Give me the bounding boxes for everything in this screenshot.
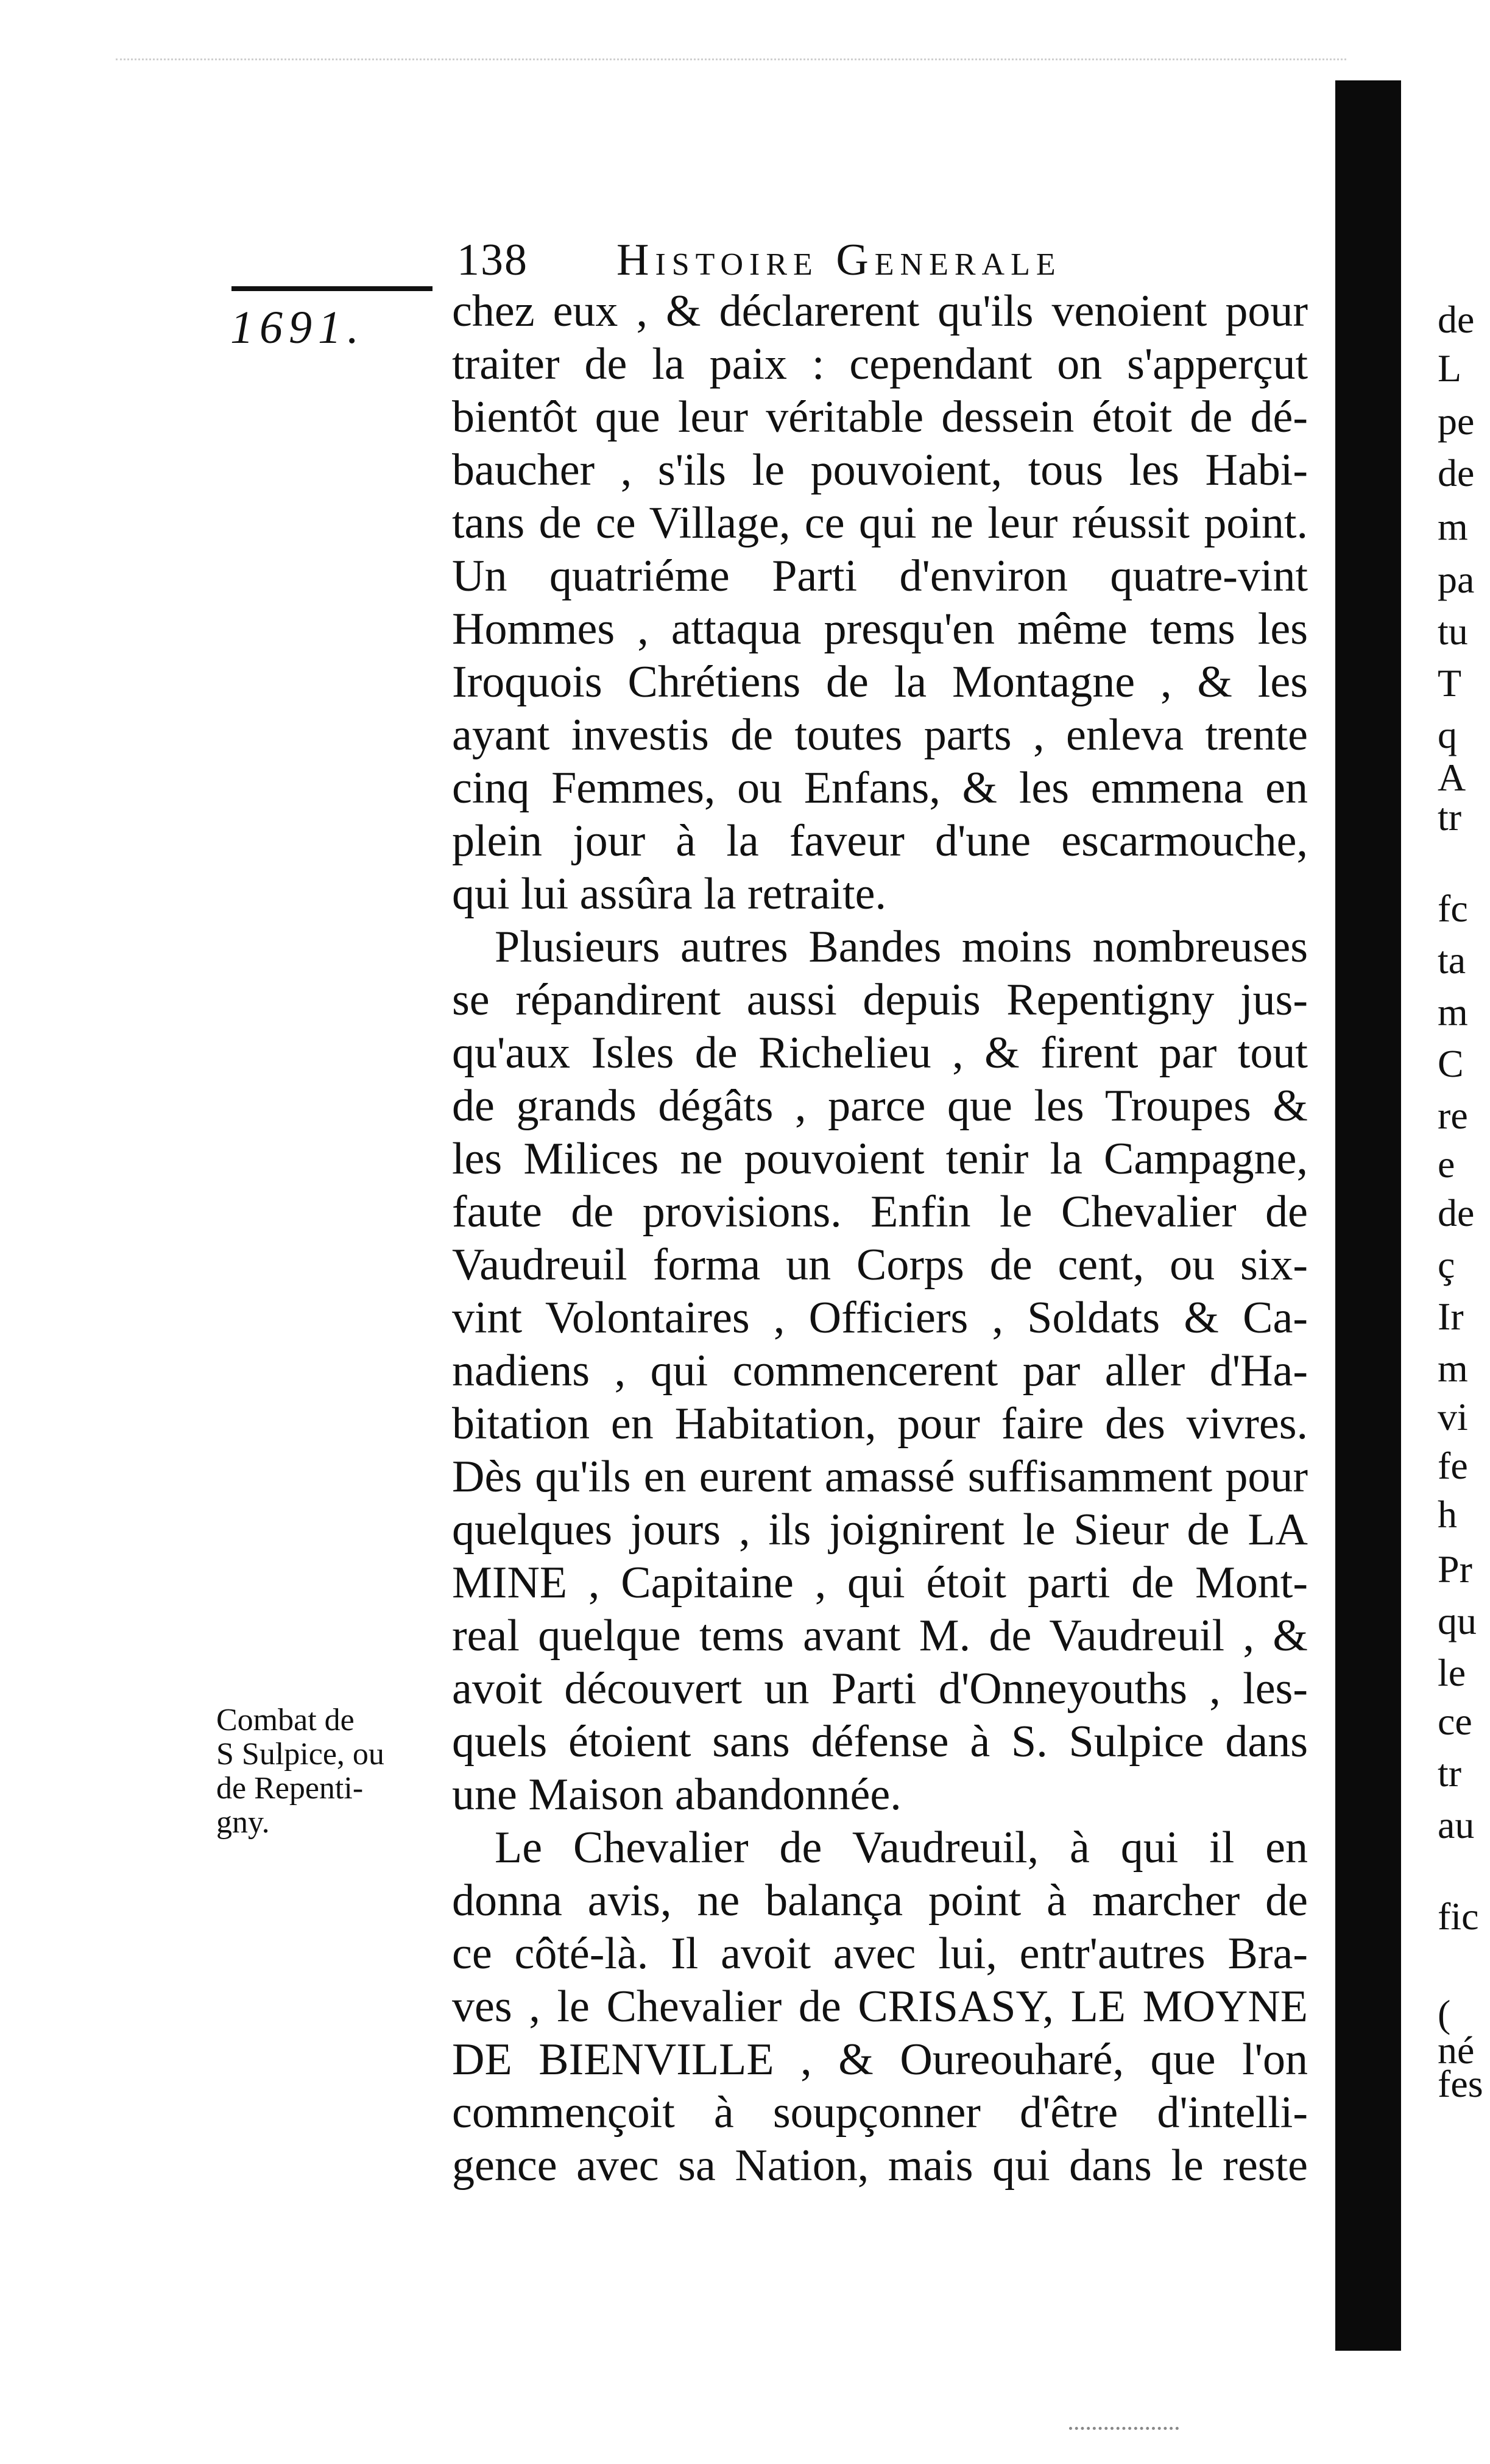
text-line: DE BIENVILLE , & Oureouharé, que l'on	[452, 2035, 1308, 2085]
text-line: de grands dégâts , parce que les Troupes &	[452, 1081, 1308, 1131]
page-bottom-specks	[1069, 2427, 1179, 2436]
text-line: real quelque tems avant M. de Vaudreuil , &	[452, 1611, 1308, 1661]
text-line: ves , le Chevalier de CRISASY, LE MOYNE	[452, 1982, 1308, 2032]
text-line: cinq Femmes, ou Enfans, & les emmena en	[452, 763, 1308, 813]
next-page-fragment: ç	[1438, 1243, 1455, 1286]
next-page-fragment: L	[1438, 347, 1462, 390]
next-page-fragment: h	[1438, 1493, 1457, 1536]
next-page-fragment: pe	[1438, 400, 1475, 443]
text-line: donna avis, ne balança point à marcher de	[452, 1876, 1308, 1926]
text-line: Dès qu'ils en eurent amassé suffisamment pour	[452, 1452, 1308, 1502]
margin-note-line: Combat de	[216, 1703, 355, 1737]
next-page-fragment: ta	[1438, 938, 1466, 982]
margin-note-line: gny.	[216, 1805, 270, 1840]
next-page-fragment: de	[1438, 451, 1475, 495]
page-edge-specks	[116, 58, 1346, 79]
text-line: nadiens , qui commencerent par aller d'Ha-	[452, 1346, 1308, 1396]
next-page-fragment: au	[1438, 1803, 1475, 1846]
next-page-fragment: A	[1438, 756, 1466, 799]
text-line: commençoit à soupçonner d'être d'intelli-	[452, 2088, 1308, 2138]
next-page-fragment: fc	[1438, 887, 1468, 930]
next-page-fragment: de	[1438, 298, 1475, 341]
next-page-fragment: T	[1438, 661, 1462, 705]
text-line: bitation en Habitation, pour faire des vivres.	[452, 1399, 1308, 1449]
page-number: 138	[457, 235, 528, 285]
next-page-fragment: re	[1438, 1094, 1468, 1137]
next-page-fragment: Ir	[1438, 1295, 1464, 1338]
next-page-fragment: q	[1438, 713, 1457, 756]
next-page-fragment: m	[1438, 505, 1468, 548]
next-page-fragment: m	[1438, 1346, 1468, 1390]
next-page-fragment: fes	[1438, 2062, 1483, 2105]
next-page-fragment: le	[1438, 1651, 1466, 1694]
text-line: se répandirent aussi depuis Repentigny jus-	[452, 975, 1308, 1025]
text-line: quelques jours , ils joignirent le Sieur de LA	[452, 1505, 1308, 1555]
next-page-fragment: tr	[1438, 795, 1462, 839]
next-page-fragment: vi	[1438, 1395, 1468, 1438]
text-line: avoit découvert un Parti d'Onneyouths , les-	[452, 1664, 1308, 1714]
text-line: Plusieurs autres Bandes moins nombreuses	[495, 922, 1308, 972]
text-line: tans de ce Village, ce qui ne leur réussit point.	[452, 498, 1308, 548]
margin-note	[216, 1703, 442, 1840]
text-line: Vaudreuil forma un Corps de cent, ou six-	[452, 1240, 1308, 1290]
next-page-fragment: pa	[1438, 558, 1475, 601]
text-line: bientôt que leur véritable dessein étoit de dé-	[452, 392, 1308, 442]
margin-year: 1691.	[230, 302, 365, 353]
text-line: MINE , Capitaine , qui étoit parti de Mont-	[452, 1558, 1308, 1608]
text-line: baucher , s'ils le pouvoient, tous les Habi-	[452, 445, 1308, 495]
text-line: une Maison abandonnée.	[452, 1770, 902, 1820]
text-line: qui lui assûra la retraite.	[452, 869, 887, 919]
text-line: Un quatriéme Parti d'environ quatre-vint	[452, 551, 1308, 601]
text-line: quels étoient sans défense à S. Sulpice dans	[452, 1717, 1308, 1767]
page-header	[457, 234, 1304, 289]
next-page-fragment: Pr	[1438, 1547, 1472, 1591]
body-text	[452, 285, 1308, 2192]
next-page-fragment: fic	[1438, 1895, 1479, 1938]
text-line: qu'aux Isles de Richelieu , & firent par tout	[452, 1028, 1308, 1078]
text-line: chez eux , & déclarerent qu'ils venoient pour	[452, 286, 1308, 336]
next-page-fragment: tr	[1438, 1751, 1462, 1795]
next-page-fragment: tu	[1438, 610, 1468, 653]
next-page-fragment: (	[1438, 1992, 1451, 2035]
text-line: ayant investis de toutes parts , enleva trente	[452, 710, 1308, 760]
text-line: plein jour à la faveur d'une escarmouche,	[452, 816, 1308, 866]
book-binding-gutter	[1335, 80, 1401, 2351]
next-page-fragment: ce	[1438, 1700, 1472, 1743]
next-page-fragment: m	[1438, 990, 1468, 1033]
next-page-fragment: e	[1438, 1142, 1455, 1186]
text-line: vint Volontaires , Officiers , Soldats & Ca-	[452, 1293, 1308, 1343]
margin-note-line: S Sulpice, ou	[216, 1737, 384, 1772]
text-line: Hommes , attaqua presqu'en même tems les	[452, 604, 1308, 654]
next-page-fragment: qu	[1438, 1599, 1477, 1642]
next-page-fragment: de	[1438, 1191, 1475, 1234]
next-page-fragment: né	[1438, 2029, 1475, 2072]
text-line: Le Chevalier de Vaudreuil, à qui il en	[495, 1823, 1308, 1873]
text-line: faute de provisions. Enfin le Chevalier de	[452, 1187, 1308, 1237]
text-line: ce côté-là. Il avoit avec lui, entr'autres Bra-	[452, 1929, 1308, 1979]
next-page-fragment: fe	[1438, 1444, 1468, 1487]
text-line: les Milices ne pouvoient tenir la Campagne,	[452, 1134, 1308, 1184]
text-line: traiter de la paix : cependant on s'apperçut	[452, 339, 1308, 389]
text-line: gence avec sa Nation, mais qui dans le reste	[452, 2141, 1308, 2191]
text-line: Iroquois Chrétiens de la Montagne , & les	[452, 657, 1308, 707]
year-rule	[231, 286, 433, 291]
next-page-fragment: C	[1438, 1042, 1464, 1085]
margin-note-line: de Repenti-	[216, 1771, 364, 1806]
running-title: Histoire Generale	[616, 235, 1062, 285]
